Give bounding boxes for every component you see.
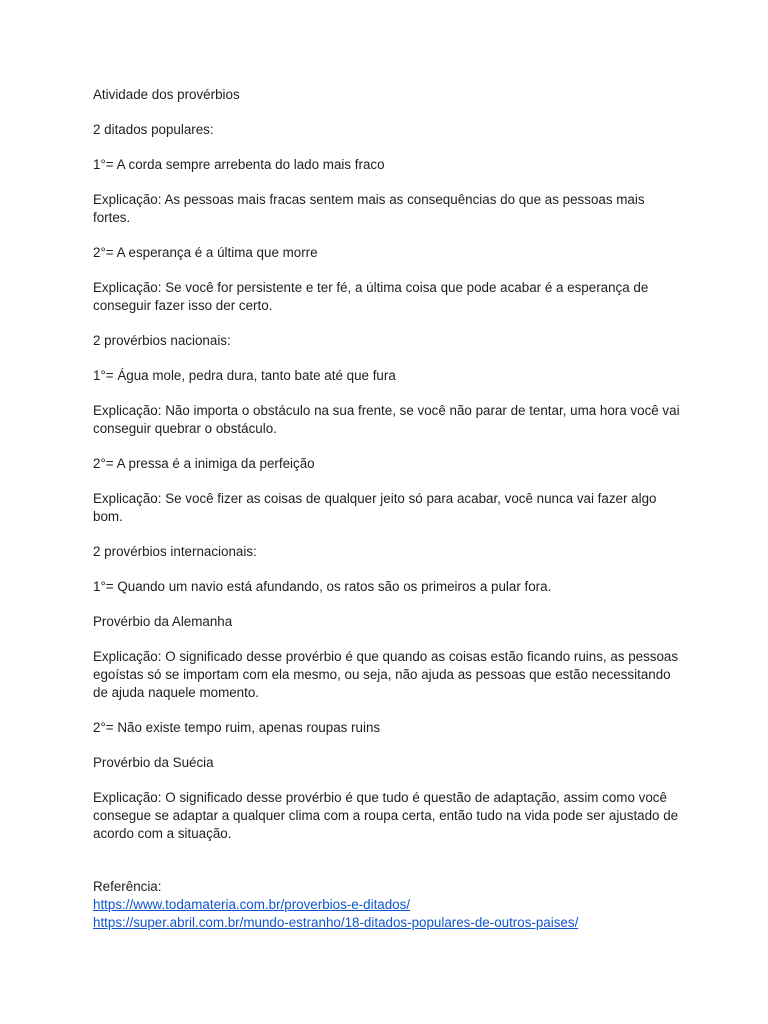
section-heading-internacionais: 2 provérbios internacionais: xyxy=(93,544,257,559)
proverb-origin: Provérbio da Alemanha xyxy=(93,614,233,629)
proverb-explanation: Explicação: As pessoas mais fracas sentem mais as consequências do que as pessoas mais fortes. xyxy=(93,192,645,225)
proverb-item: 2°= A esperança é a última que morre xyxy=(93,245,318,260)
proverb-origin: Provérbio da Suécia xyxy=(93,755,214,770)
section-heading-nacionais: 2 provérbios nacionais: xyxy=(93,333,231,348)
reference-link[interactable]: https://super.abril.com.br/mundo-estranho/18-ditados-populares-de-outros-paises/ xyxy=(93,915,579,930)
proverb-explanation: Explicação: Se você for persistente e ter fé, a última coisa que pode acabar é a esperança de conseguir fazer isso der certo. xyxy=(93,280,649,313)
section-heading-ditados: 2 ditados populares: xyxy=(93,122,214,137)
references-label: Referência: xyxy=(93,879,162,894)
proverb-explanation: Explicação: Não importa o obstáculo na sua frente, se você não parar de tentar, uma hora você vai conseguir quebrar o obstáculo. xyxy=(93,403,680,436)
proverb-explanation: Explicação: O significado desse provérbio é que tudo é questão de adaptação, assim como você consegue se adaptar a qualquer clima com a roupa certa, então tudo na vida pode ser ajustado de acordo com a situação. xyxy=(93,790,679,841)
document-page xyxy=(93,86,683,932)
proverb-item: 1°= A corda sempre arrebenta do lado mais fraco xyxy=(93,157,385,172)
proverb-item: 1°= Água mole, pedra dura, tanto bate até que fura xyxy=(93,368,396,383)
document-title: Atividade dos provérbios xyxy=(93,87,240,102)
reference-link[interactable]: https://www.todamateria.com.br/proverbios-e-ditados/ xyxy=(93,897,411,912)
proverb-explanation: Explicação: O significado desse provérbio é que quando as coisas estão ficando ruins, as pessoas egoístas só se importam com ela mesmo, ou seja, não ajuda as pessoas que estão necessitando de ajuda naquele momento. xyxy=(93,649,679,700)
proverb-item: 2°= Não existe tempo ruim, apenas roupas ruins xyxy=(93,720,381,735)
proverb-explanation: Explicação: Se você fizer as coisas de qualquer jeito só para acabar, você nunca vai fazer algo bom. xyxy=(93,491,657,524)
proverb-item: 2°= A pressa é a inimiga da perfeição xyxy=(93,456,315,471)
proverb-item: 1°= Quando um navio está afundando, os ratos são os primeiros a pular fora. xyxy=(93,579,552,594)
